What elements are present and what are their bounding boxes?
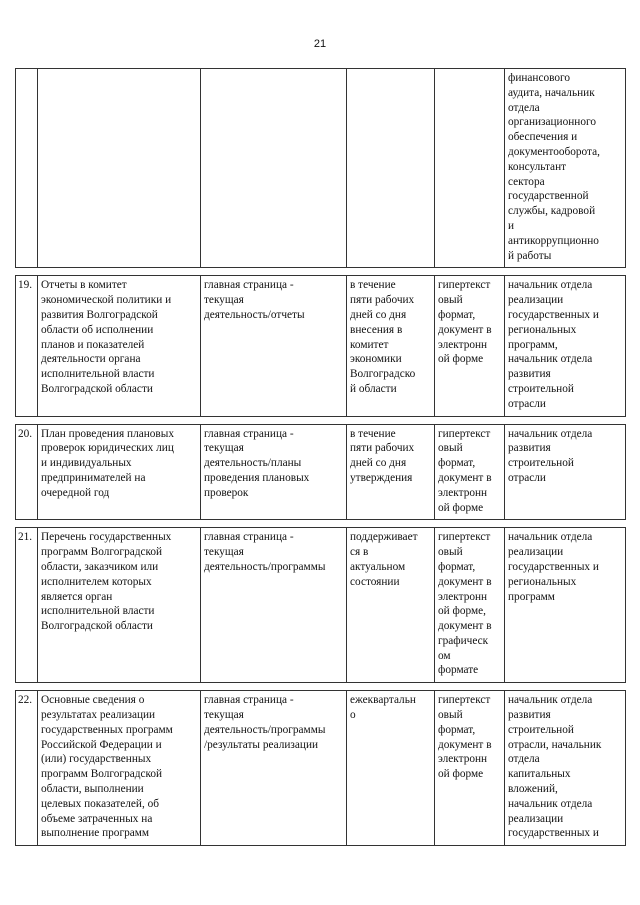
cell-text-line: формат, — [438, 723, 476, 736]
table-row — [16, 276, 626, 416]
cell-text-line: главная страница - — [204, 279, 294, 292]
cell-frequency — [347, 424, 435, 520]
cell-text-line: реализации — [508, 812, 564, 825]
cell-text-line: отрасли, начальник — [508, 738, 602, 751]
cell-text-line: государственных программ — [41, 723, 173, 736]
cell-text-line: строительной — [508, 457, 574, 470]
cell-text-line: начальник отдела — [508, 279, 593, 292]
cell-text-line: экономической политики и — [41, 294, 172, 307]
cell-text-line: государственных и — [508, 827, 599, 840]
cell-text-line: развития — [508, 368, 551, 381]
cell-frequency — [347, 69, 435, 268]
cell-text-line: реализации — [508, 546, 564, 559]
cell-text-line: текущая — [204, 546, 244, 559]
cell-text-line: государственных и — [508, 308, 599, 321]
cell-text-line: выполнение программ — [41, 827, 150, 840]
cell-text-line: программ, — [508, 338, 558, 351]
cell-text-line: отдела — [508, 753, 540, 766]
cell-text-line: экономики — [350, 353, 402, 366]
cell-text-line: начальник отдела — [508, 694, 593, 707]
cell-number — [16, 691, 38, 846]
cell-text-line: графическ — [438, 634, 489, 647]
cell-text-line: сектора — [508, 175, 545, 188]
cell-text-line: состоянии — [350, 575, 400, 588]
cell-text-line: Волгоградской области — [41, 382, 153, 395]
cell-text-line: главная страница - — [204, 427, 294, 440]
cell-text-line: службы, кадровой — [508, 205, 596, 218]
cell-name — [38, 528, 201, 683]
cell-frequency — [347, 528, 435, 683]
cell-text-line: ся в — [350, 546, 369, 559]
cell-text-line: документ в — [438, 471, 492, 484]
cell-text-line: пяти рабочих — [350, 442, 415, 455]
cell-text-line: развития Волгоградской — [41, 308, 158, 321]
cell-text-line: пяти рабочих — [350, 294, 415, 307]
cell-text-line: реализации — [508, 294, 564, 307]
cell-text-line: является орган — [41, 590, 113, 603]
cell-text-line: региональных — [508, 575, 577, 588]
row-gap — [16, 683, 626, 691]
cell-text-line: развития — [508, 709, 551, 722]
cell-number — [16, 69, 38, 268]
cell-text-line: целевых показателей, об — [41, 797, 160, 810]
cell-text-line: (или) государственных — [41, 753, 152, 766]
cell-text-line: консультант — [508, 160, 567, 173]
cell-text-line: в течение — [350, 427, 396, 440]
table-row — [16, 528, 626, 683]
cell-text-line: и — [508, 219, 515, 232]
cell-text-line: аудита, начальник — [508, 86, 595, 99]
cell-text-line: области, заказчиком или — [41, 560, 159, 573]
cell-text-line: государственной — [508, 190, 589, 203]
cell-text-line: предпринимателей на — [41, 471, 146, 484]
cell-text-line: Волгоградско — [350, 368, 416, 381]
cell-text-line: овый — [438, 709, 463, 722]
cell-text-line: ой форме — [438, 353, 484, 366]
cell-text-line: ежеквартальн — [350, 694, 416, 707]
cell-text-line: региональных — [508, 323, 577, 336]
cell-text-line: государственных и — [508, 560, 599, 573]
cell-text-line: о — [350, 709, 356, 722]
row-number: 20. — [18, 427, 33, 440]
cell-text-line: организационного — [508, 116, 596, 129]
cell-name — [38, 69, 201, 268]
cell-text-line: гипертекст — [438, 694, 491, 707]
cell-text-line: /результаты реализации — [204, 738, 319, 751]
cell-text-line: деятельность/программы — [204, 723, 326, 736]
cell-text-line: дней со дня — [350, 457, 407, 470]
cell-location — [201, 691, 347, 846]
cell-text-line: отрасли — [508, 471, 546, 484]
cell-text-line: й работы — [508, 249, 552, 262]
cell-text-line: развития — [508, 442, 551, 455]
cell-text-line: начальник отдела — [508, 797, 593, 810]
cell-text-line: начальник отдела — [508, 353, 593, 366]
cell-text-line: План проведения плановых — [41, 427, 174, 440]
cell-text-line: текущая — [204, 709, 244, 722]
cell-text-line: проверок — [204, 486, 249, 499]
cell-text-line: текущая — [204, 442, 244, 455]
cell-format — [435, 276, 505, 416]
cell-text-line: Перечень государственных — [41, 531, 172, 544]
cell-text-line: главная страница - — [204, 531, 294, 544]
cell-location — [201, 69, 347, 268]
cell-text-line: электронн — [438, 753, 488, 766]
cell-text-line: Отчеты в комитет — [41, 279, 127, 292]
cell-text-line: внесения в — [350, 323, 403, 336]
cell-responsible — [505, 528, 626, 683]
cell-number — [16, 276, 38, 416]
row-gap — [16, 520, 626, 528]
cell-format — [435, 691, 505, 846]
cell-text-line: электронн — [438, 590, 488, 603]
cell-text-line: начальник отдела — [508, 427, 593, 440]
cell-text-line: утверждения — [350, 471, 413, 484]
cell-text-line: гипертекст — [438, 279, 491, 292]
cell-text-line: главная страница - — [204, 694, 294, 707]
cell-text-line: документооборота, — [508, 145, 600, 158]
cell-responsible — [505, 424, 626, 520]
cell-text-line: электронн — [438, 486, 488, 499]
cell-text-line: гипертекст — [438, 531, 491, 544]
cell-text-line: поддерживает — [350, 531, 418, 544]
cell-text-line: результатах реализации — [41, 709, 156, 722]
cell-text-line: формат, — [438, 457, 476, 470]
cell-text-line: овый — [438, 546, 463, 559]
cell-frequency — [347, 276, 435, 416]
cell-text-line: проверок юридических лиц — [41, 442, 174, 455]
cell-text-line: программ Волгоградской — [41, 546, 163, 559]
cell-frequency — [347, 691, 435, 846]
cell-name — [38, 424, 201, 520]
cell-text-line: й области — [350, 382, 397, 395]
cell-text-line: электронн — [438, 338, 488, 351]
table-row — [16, 691, 626, 846]
cell-responsible — [505, 691, 626, 846]
cell-text-line: ой форме, — [438, 605, 486, 618]
cell-text-line: формате — [438, 664, 479, 677]
cell-text-line: начальник отдела — [508, 531, 593, 544]
cell-text-line: строительной — [508, 723, 574, 736]
cell-text-line: комитет — [350, 338, 389, 351]
cell-text-line: деятельность/программы — [204, 560, 326, 573]
table-row — [16, 424, 626, 520]
cell-text-line: отрасли — [508, 397, 546, 410]
cell-text-line: ой форме — [438, 768, 484, 781]
cell-number — [16, 424, 38, 520]
cell-text-line: программ — [508, 590, 555, 603]
cell-text-line: исполнительной власти — [41, 605, 155, 618]
cell-text-line: антикоррупционно — [508, 234, 599, 247]
cell-text-line: документ в — [438, 323, 492, 336]
cell-format — [435, 528, 505, 683]
row-number: 19. — [18, 279, 33, 292]
cell-text-line: деятельность/отчеты — [204, 308, 305, 321]
cell-text-line: документ в — [438, 575, 492, 588]
cell-text-line: программ Волгоградской — [41, 768, 163, 781]
cell-format — [435, 424, 505, 520]
cell-text-line: Основные сведения о — [41, 694, 145, 707]
cell-text-line: деятельность/планы — [204, 457, 302, 470]
cell-name — [38, 691, 201, 846]
cell-text-line: дней со дня — [350, 308, 407, 321]
cell-text-line: гипертекст — [438, 427, 491, 440]
cell-text-line: капитальных — [508, 768, 571, 781]
cell-text-line: исполнителем которых — [41, 575, 152, 588]
cell-text-line: проведения плановых — [204, 471, 310, 484]
cell-text-line: документ в — [438, 620, 492, 633]
cell-text-line: формат, — [438, 308, 476, 321]
cell-text-line: очередной год — [41, 486, 110, 499]
row-gap — [16, 416, 626, 424]
register-table — [15, 68, 626, 846]
cell-text-line: исполнительной власти — [41, 368, 155, 381]
cell-text-line: финансового — [508, 72, 571, 84]
cell-format — [435, 69, 505, 268]
cell-text-line: ой форме — [438, 501, 484, 514]
page-number: 21 — [313, 38, 327, 50]
cell-text-line: овый — [438, 294, 463, 307]
cell-text-line: формат, — [438, 560, 476, 573]
cell-location — [201, 424, 347, 520]
cell-name — [38, 276, 201, 416]
row-number: 21. — [18, 531, 33, 544]
cell-text-line: области, выполнении — [41, 783, 144, 796]
cell-text-line: деятельности органа — [41, 353, 141, 366]
cell-text-line: отдела — [508, 101, 540, 114]
cell-number — [16, 528, 38, 683]
cell-text-line: объеме затраченных на — [41, 812, 153, 825]
table-row — [16, 69, 626, 268]
cell-text-line: области об исполнении — [41, 323, 154, 336]
cell-responsible — [505, 276, 626, 416]
cell-text-line: актуальном — [350, 560, 406, 573]
cell-text-line: в течение — [350, 279, 396, 292]
cell-responsible — [505, 69, 626, 268]
row-number: 22. — [18, 694, 33, 707]
row-gap — [16, 268, 626, 276]
cell-text-line: Российской Федерации и — [41, 738, 162, 751]
cell-text-line: текущая — [204, 294, 244, 307]
cell-text-line: документ в — [438, 738, 492, 751]
cell-location — [201, 528, 347, 683]
cell-text-line: вложений, — [508, 783, 558, 796]
cell-text-line: обеспечения и — [508, 131, 578, 144]
cell-text-line: ом — [438, 649, 451, 662]
cell-text-line: Волгоградской области — [41, 620, 153, 633]
cell-text-line: овый — [438, 442, 463, 455]
cell-text-line: строительной — [508, 382, 574, 395]
cell-text-line: и индивидуальных — [41, 457, 132, 470]
cell-text-line: планов и показателей — [41, 338, 145, 351]
cell-location — [201, 276, 347, 416]
